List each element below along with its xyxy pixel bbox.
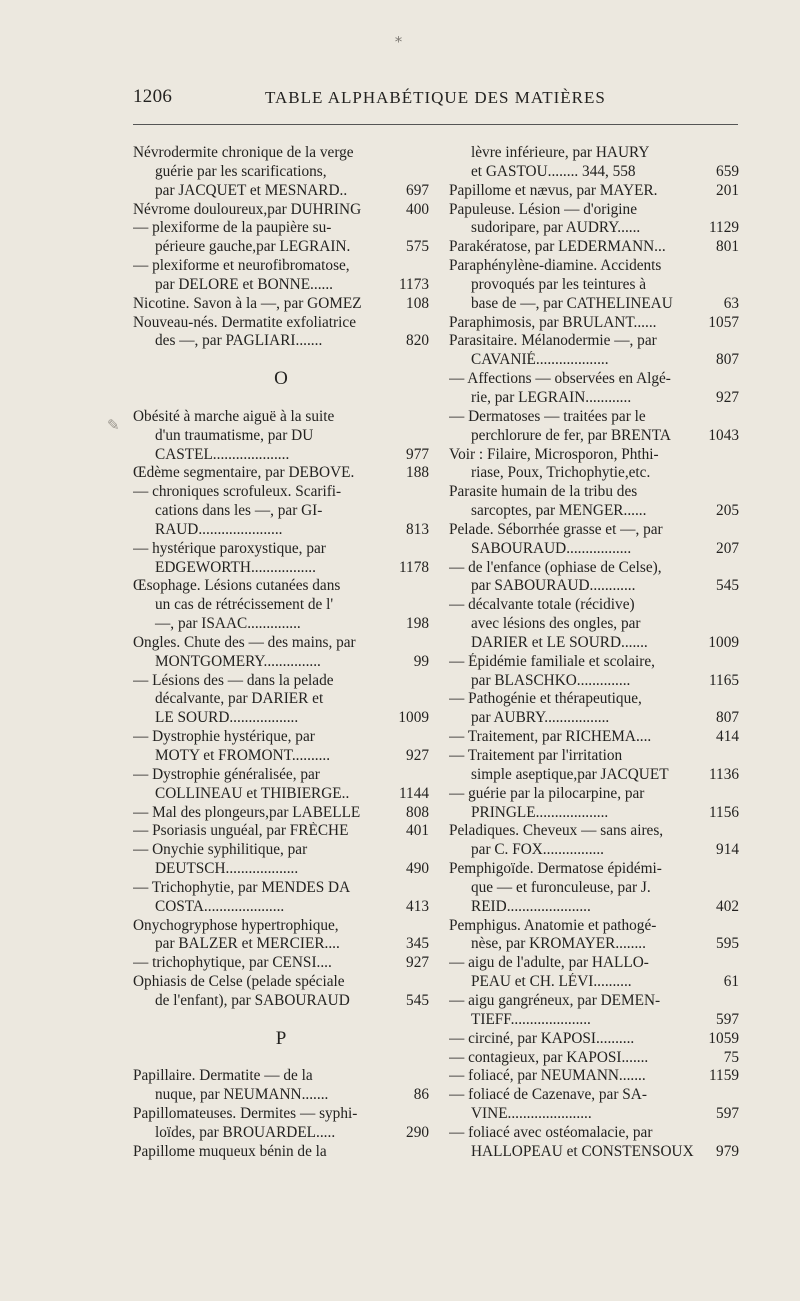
index-entry-line bbox=[449, 822, 739, 841]
index-entry-line bbox=[449, 879, 739, 898]
index-entry-line bbox=[133, 879, 429, 898]
entry-text: COLLINEAU et THIBIERGE.. bbox=[155, 784, 350, 802]
page-ref: 345 bbox=[403, 935, 429, 954]
entry-text: — Trichophytie, par MENDES DA bbox=[133, 878, 351, 896]
index-entry-line bbox=[449, 389, 739, 408]
entry-text: RAUD...................... bbox=[155, 520, 283, 538]
entry-text: — Dystrophie généralisée, par bbox=[133, 765, 320, 783]
entry-text: — foliacé de Cazenave, par SA- bbox=[449, 1086, 647, 1104]
index-entry-line bbox=[133, 332, 429, 351]
entry-text: Papillome muqueux bénin de la bbox=[133, 1142, 327, 1160]
page-ref: 575 bbox=[403, 238, 429, 257]
page-ref: 545 bbox=[403, 992, 429, 1011]
spacer bbox=[133, 389, 429, 408]
page-ref: 979 bbox=[713, 1143, 739, 1162]
index-entry-line bbox=[133, 766, 429, 785]
section-letter: P bbox=[275, 1029, 287, 1049]
entry-text: Œdème segmentaire, par DEBOVE. bbox=[133, 464, 355, 482]
entry-text: sudoripare, par AUDRY...... bbox=[471, 219, 641, 237]
entry-text: — Mal des plongeurs,par LABELLE bbox=[133, 803, 361, 821]
index-entry-line bbox=[449, 804, 739, 823]
index-entry-line bbox=[449, 1105, 739, 1124]
entry-text: — Affections — observées en Algé- bbox=[449, 370, 671, 388]
entry-text: — plexiforme et neurofibromatose, bbox=[133, 257, 350, 275]
entry-text: — plexiforme de la paupière su- bbox=[133, 219, 332, 237]
spacer bbox=[133, 1011, 429, 1030]
entry-text: par JACQUET et MESNARD.. bbox=[155, 181, 348, 199]
index-entry-line bbox=[449, 1124, 739, 1143]
page-ref: 188 bbox=[403, 464, 429, 483]
page-ref: 413 bbox=[403, 898, 429, 917]
index-entry-line bbox=[133, 1086, 429, 1105]
page-ref: 1057 bbox=[705, 314, 739, 333]
entry-text: — Dermatoses — traitées par le bbox=[449, 407, 646, 425]
page-ref: 201 bbox=[713, 182, 739, 201]
index-entry-line bbox=[449, 1143, 739, 1162]
page-title: TABLE ALPHABÉTIQUE DES MATIÈRES bbox=[265, 88, 606, 107]
entry-text: Nicotine. Savon à la —, par GOMEZ bbox=[133, 294, 362, 312]
page-ref: 198 bbox=[403, 615, 429, 634]
entry-text: perchlorure de fer, par BRENTA bbox=[471, 426, 671, 444]
index-entry-line bbox=[133, 446, 429, 465]
index-entry-line bbox=[133, 1067, 429, 1086]
entry-text: Parakératose, par LEDERMANN... bbox=[449, 238, 666, 256]
entry-text: par SABOURAUD............ bbox=[471, 577, 636, 595]
entry-text: provoqués par les teintures à bbox=[471, 275, 647, 293]
index-entry-line bbox=[449, 408, 739, 427]
index-entry-line bbox=[449, 540, 739, 559]
index-entry-line bbox=[133, 295, 429, 314]
entry-text: d'un traumatisme, par DU bbox=[155, 426, 314, 444]
entry-text: Parasite humain de la tribu des bbox=[449, 483, 638, 501]
index-entry-line bbox=[133, 747, 429, 766]
entry-text: nuque, par NEUMANN....... bbox=[155, 1086, 329, 1104]
page-ref: 1043 bbox=[705, 427, 739, 446]
entry-text: Papillaire. Dermatite — de la bbox=[133, 1067, 313, 1085]
index-entry-line bbox=[133, 577, 429, 596]
entry-text: —, par ISAAC.............. bbox=[155, 615, 301, 633]
page-header bbox=[133, 86, 738, 114]
index-entry-line bbox=[449, 747, 739, 766]
index-entry-line bbox=[449, 351, 739, 370]
entry-text: MOTY et FROMONT.......... bbox=[155, 747, 331, 764]
index-entry-line bbox=[449, 182, 739, 201]
entry-text: — trichophytique, par CENSI.... bbox=[133, 954, 332, 972]
index-entry-line bbox=[133, 144, 429, 163]
page-ref: 290 bbox=[403, 1124, 429, 1143]
entry-text: sarcoptes, par MENGER...... bbox=[471, 502, 647, 520]
entry-text: Onychogryphose hypertrophique, bbox=[133, 916, 339, 934]
entry-text: par C. FOX................ bbox=[471, 841, 604, 859]
index-entry-line bbox=[449, 728, 739, 747]
entry-text: décalvante, par DARIER et bbox=[155, 690, 324, 708]
page-ref: 207 bbox=[713, 540, 739, 559]
index-entry-line bbox=[133, 1143, 429, 1162]
index-entry-line bbox=[449, 163, 739, 182]
page-ref: 977 bbox=[403, 446, 429, 465]
index-entry-line bbox=[449, 502, 739, 521]
page-ref: 1129 bbox=[706, 219, 739, 238]
entry-text: PRINGLE................... bbox=[471, 803, 609, 821]
index-entry-line bbox=[449, 464, 739, 483]
entry-text: — Dystrophie hystérique, par bbox=[133, 728, 315, 746]
entry-text: Parasitaire. Mélanodermie —, par bbox=[449, 332, 657, 350]
page-ref: 697 bbox=[403, 182, 429, 201]
entry-text: LE SOURD.................. bbox=[155, 709, 299, 727]
entry-text: — aigu de l'adulte, par HALLO- bbox=[449, 954, 649, 972]
page-ref: 914 bbox=[713, 841, 739, 860]
entry-text: — chroniques scrofuleux. Scarifi- bbox=[133, 483, 342, 501]
index-entry-line bbox=[133, 992, 429, 1011]
entry-text: PEAU et CH. LÉVI.......... bbox=[471, 973, 632, 991]
entry-text: — Traitement par l'irritation bbox=[449, 747, 623, 764]
index-entry-line bbox=[133, 728, 429, 747]
entry-text: riase, Poux, Trichophytie,etc. bbox=[471, 464, 651, 482]
entry-text: base de —, par CATHELINEAU bbox=[471, 294, 673, 312]
entry-text: par BALZER et MERCIER.... bbox=[155, 935, 340, 953]
index-entry-line bbox=[133, 1124, 429, 1143]
index-entry-line bbox=[449, 577, 739, 596]
page-ref: 1009 bbox=[705, 634, 739, 653]
page-ref: 807 bbox=[713, 351, 739, 370]
index-entry-line bbox=[133, 822, 429, 841]
entry-text: guérie par les scarifications, bbox=[155, 162, 327, 180]
entry-text: — décalvante totale (récidive) bbox=[449, 596, 635, 614]
entry-text: — circiné, par KAPOSI.......... bbox=[449, 1029, 635, 1047]
index-entry-line bbox=[449, 1030, 739, 1049]
entry-text: — Psoriasis unguéal, par FRÈCHE bbox=[133, 822, 349, 840]
index-entry-line bbox=[449, 954, 739, 973]
entry-text: — foliacé, par NEUMANN....... bbox=[449, 1067, 646, 1085]
entry-text: nèse, par KROMAYER........ bbox=[471, 935, 646, 953]
ink-mark: ⁎ bbox=[395, 31, 402, 46]
index-entry-line bbox=[133, 596, 429, 615]
index-entry-line bbox=[133, 917, 429, 936]
index-entry-line bbox=[449, 1049, 739, 1068]
page-ref: 659 bbox=[713, 163, 739, 182]
page-ref: 205 bbox=[713, 502, 739, 521]
index-entry-line bbox=[449, 785, 739, 804]
index-entry-line bbox=[133, 276, 429, 295]
entry-text: des —, par PAGLIARI....... bbox=[155, 332, 323, 350]
entry-text: loïdes, par BROUARDEL..... bbox=[155, 1123, 336, 1141]
entry-text: que — et furonculeuse, par J. bbox=[471, 878, 651, 896]
entry-text: de l'enfant), par SABOURAUD bbox=[155, 991, 350, 1009]
page-ref: 801 bbox=[713, 238, 739, 257]
entry-text: un cas de rétrécissement de l' bbox=[155, 596, 334, 614]
page-ref: 400 bbox=[403, 201, 429, 220]
page-ref: 490 bbox=[403, 860, 429, 879]
index-entry-line bbox=[449, 935, 739, 954]
index-entry-line bbox=[449, 201, 739, 220]
entry-text: DEUTSCH................... bbox=[155, 860, 299, 878]
index-entry-line bbox=[449, 370, 739, 389]
entry-text: EDGEWORTH................. bbox=[155, 558, 316, 576]
index-entry-line bbox=[133, 427, 429, 446]
index-entry-line bbox=[449, 276, 739, 295]
section-letter: O bbox=[274, 370, 288, 389]
page-ref: 75 bbox=[721, 1049, 739, 1068]
entry-text: périeure gauche,par LEGRAIN. bbox=[155, 238, 351, 256]
index-entry-line bbox=[133, 1105, 429, 1124]
index-entry-line bbox=[133, 973, 429, 992]
index-entry-line bbox=[449, 238, 739, 257]
index-entry-line bbox=[449, 144, 739, 163]
page-ref: 402 bbox=[713, 898, 739, 917]
entry-text: — aigu gangréneux, par DEMEN- bbox=[449, 991, 661, 1009]
page-ref: 1178 bbox=[396, 559, 429, 578]
index-entry-line bbox=[133, 163, 429, 182]
right-column bbox=[449, 144, 739, 1162]
entry-text: Pemphigus. Anatomie et pathogé- bbox=[449, 916, 657, 934]
entry-text: Papillomateuses. Dermites — syphi- bbox=[133, 1105, 358, 1123]
entry-text: CASTEL.................... bbox=[155, 445, 290, 463]
index-entry-line bbox=[449, 596, 739, 615]
index-entry-line bbox=[449, 559, 739, 578]
entry-text: Peladiques. Cheveux — sans aires, bbox=[449, 822, 664, 840]
index-entry-line bbox=[449, 992, 739, 1011]
index-entry-line bbox=[449, 615, 739, 634]
entry-text: MONTGOMERY............... bbox=[155, 652, 321, 670]
page-ref: 597 bbox=[713, 1105, 739, 1124]
spacer bbox=[133, 351, 429, 370]
index-entry-line bbox=[133, 954, 429, 973]
index-entry-line bbox=[133, 841, 429, 860]
index-entry-line bbox=[449, 973, 739, 992]
entry-text: Papillome et nævus, par MAYER. bbox=[449, 181, 658, 199]
entry-text: — Traitement, par RICHEMA.... bbox=[449, 728, 652, 746]
index-entry-line bbox=[449, 219, 739, 238]
index-entry-line bbox=[133, 257, 429, 276]
page-ref: 86 bbox=[411, 1086, 429, 1105]
entry-text: Œsophage. Lésions cutanées dans bbox=[133, 577, 341, 595]
index-entry-line bbox=[133, 483, 429, 502]
entry-text: TIEFF..................... bbox=[471, 1010, 591, 1028]
entry-text: Voir : Filaire, Microsporon, Phthi- bbox=[449, 445, 659, 463]
entry-text: COSTA..................... bbox=[155, 897, 285, 915]
index-entry-line bbox=[449, 766, 739, 785]
index-entry-line bbox=[449, 1086, 739, 1105]
index-entry-line bbox=[133, 615, 429, 634]
page-ref: 1009 bbox=[395, 709, 429, 728]
entry-text: — Épidémie familiale et scolaire, bbox=[449, 652, 656, 670]
page-ref: 1159 bbox=[706, 1067, 739, 1086]
page-ref: 401 bbox=[403, 822, 429, 841]
index-entry-line bbox=[449, 257, 739, 276]
entry-text: — de l'enfance (ophiase de Celse), bbox=[449, 558, 662, 576]
index-entry-line bbox=[449, 1011, 739, 1030]
entry-text: — foliacé avec ostéomalacie, par bbox=[449, 1123, 653, 1141]
index-entry-line bbox=[133, 314, 429, 333]
page-ref: 414 bbox=[713, 728, 739, 747]
index-entry-line bbox=[133, 690, 429, 709]
page-ref: 813 bbox=[403, 521, 429, 540]
entry-text: — guérie par la pilocarpine, par bbox=[449, 784, 645, 802]
left-column bbox=[133, 144, 429, 1162]
entry-text: rie, par LEGRAIN............ bbox=[471, 388, 632, 406]
index-entry-line bbox=[449, 709, 739, 728]
page-ref: 545 bbox=[713, 577, 739, 596]
page-ref: 927 bbox=[403, 747, 429, 766]
page-ref: 1059 bbox=[705, 1030, 739, 1049]
header-rule bbox=[133, 124, 738, 125]
page-ref: 808 bbox=[403, 804, 429, 823]
entry-text: Pemphigoïde. Dermatose épidémi- bbox=[449, 860, 662, 878]
index-entry-line bbox=[449, 917, 739, 936]
page-number: 1206 bbox=[133, 86, 173, 107]
index-entry-line bbox=[449, 653, 739, 672]
index-entry-line bbox=[133, 653, 429, 672]
page-ref: 63 bbox=[721, 295, 739, 314]
entry-text: par AUBRY................. bbox=[471, 709, 610, 727]
page-ref: 1136 bbox=[706, 766, 739, 785]
index-entry-line bbox=[449, 446, 739, 465]
index-entry-line bbox=[133, 898, 429, 917]
entry-text: par DELORE et BONNE...... bbox=[155, 275, 334, 293]
index-entry-line bbox=[449, 427, 739, 446]
page-ref: 99 bbox=[411, 653, 429, 672]
entry-text: DARIER et LE SOURD....... bbox=[471, 633, 648, 651]
page-ref: 108 bbox=[403, 295, 429, 314]
index-entry-line bbox=[449, 690, 739, 709]
entry-text: REID...................... bbox=[471, 897, 591, 915]
entry-text: cations dans les —, par GI- bbox=[155, 502, 323, 520]
page-ref: 927 bbox=[403, 954, 429, 973]
entry-text: simple aseptique,par JACQUET bbox=[471, 765, 669, 783]
page-ref: 927 bbox=[713, 389, 739, 408]
index-entry-line bbox=[133, 860, 429, 879]
entry-text: — hystérique paroxystique, par bbox=[133, 539, 326, 557]
index-entry-line bbox=[449, 521, 739, 540]
page-ref: 597 bbox=[713, 1011, 739, 1030]
page-ref: 820 bbox=[403, 332, 429, 351]
entry-text: Ophiasis de Celse (pelade spéciale bbox=[133, 973, 345, 991]
index-entry-line bbox=[133, 559, 429, 578]
page-ref: 1156 bbox=[706, 804, 739, 823]
index-entry-line bbox=[133, 238, 429, 257]
index-entry-line bbox=[133, 672, 429, 691]
index-entry-line bbox=[133, 804, 429, 823]
index-entry-line bbox=[449, 314, 739, 333]
entry-text: — contagieux, par KAPOSI....... bbox=[449, 1048, 649, 1066]
index-entry-line bbox=[133, 182, 429, 201]
page-ref: 1173 bbox=[396, 276, 429, 295]
entry-text: — Onychie syphilitique, par bbox=[133, 841, 308, 859]
entry-text: Ongles. Chute des — des mains, par bbox=[133, 633, 356, 651]
entry-text: SABOURAUD................. bbox=[471, 539, 632, 557]
entry-text: Névrome douloureux,par DUHRING bbox=[133, 200, 362, 218]
page-ref: 1144 bbox=[396, 785, 429, 804]
entry-text: — Lésions des — dans la pelade bbox=[133, 671, 334, 689]
entry-text: avec lésions des ongles, par bbox=[471, 615, 641, 633]
entry-text: lèvre inférieure, par HAURY bbox=[471, 144, 650, 161]
index-entry-line bbox=[133, 408, 429, 427]
entry-text: Névrodermite chronique de la verge bbox=[133, 144, 354, 161]
index-entry-line bbox=[133, 709, 429, 728]
entry-text: Pelade. Séborrhée grasse et —, par bbox=[449, 520, 663, 538]
index-entry-line bbox=[449, 634, 739, 653]
entry-text: HALLOPEAU et CONSTENSOUX bbox=[471, 1142, 694, 1160]
index-entry-line bbox=[449, 1067, 739, 1086]
index-entry-line bbox=[133, 785, 429, 804]
page-ref: 1165 bbox=[706, 672, 739, 691]
entry-text: Nouveau-nés. Dermatite exfoliatrice bbox=[133, 313, 356, 331]
index-entry-line bbox=[133, 540, 429, 559]
index-entry-line bbox=[133, 219, 429, 238]
entry-text: et GASTOU........ 344, 558 bbox=[471, 162, 636, 180]
page-ref: 595 bbox=[713, 935, 739, 954]
entry-text: VINE...................... bbox=[471, 1105, 592, 1123]
index-entry-line bbox=[133, 521, 429, 540]
index-entry-line bbox=[449, 295, 739, 314]
index-entry-line bbox=[449, 672, 739, 691]
page-ref: 807 bbox=[713, 709, 739, 728]
index-entry-line bbox=[449, 860, 739, 879]
index-entry-line bbox=[449, 841, 739, 860]
entry-text: Paraphimosis, par BRULANT...... bbox=[449, 313, 657, 331]
index-entry-line bbox=[449, 898, 739, 917]
index-entry-line bbox=[449, 483, 739, 502]
index-entry-line bbox=[133, 634, 429, 653]
entry-text: Paraphénylène-diamine. Accidents bbox=[449, 257, 662, 275]
entry-text: — Pathogénie et thérapeutique, bbox=[449, 690, 642, 708]
index-entry-line bbox=[133, 502, 429, 521]
margin-mark: ✎ bbox=[107, 418, 120, 434]
entry-text: CAVANIÉ................... bbox=[471, 351, 609, 369]
entry-text: Obésité à marche aiguë à la suite bbox=[133, 407, 335, 425]
index-entry-line bbox=[449, 332, 739, 351]
index-entry-line bbox=[133, 464, 429, 483]
index-entry-line bbox=[133, 935, 429, 954]
entry-text: par BLASCHKO.............. bbox=[471, 671, 631, 689]
spacer bbox=[133, 1049, 429, 1068]
page-ref: 61 bbox=[721, 973, 739, 992]
index-entry-line bbox=[133, 201, 429, 220]
entry-text: Papuleuse. Lésion — d'origine bbox=[449, 200, 637, 218]
